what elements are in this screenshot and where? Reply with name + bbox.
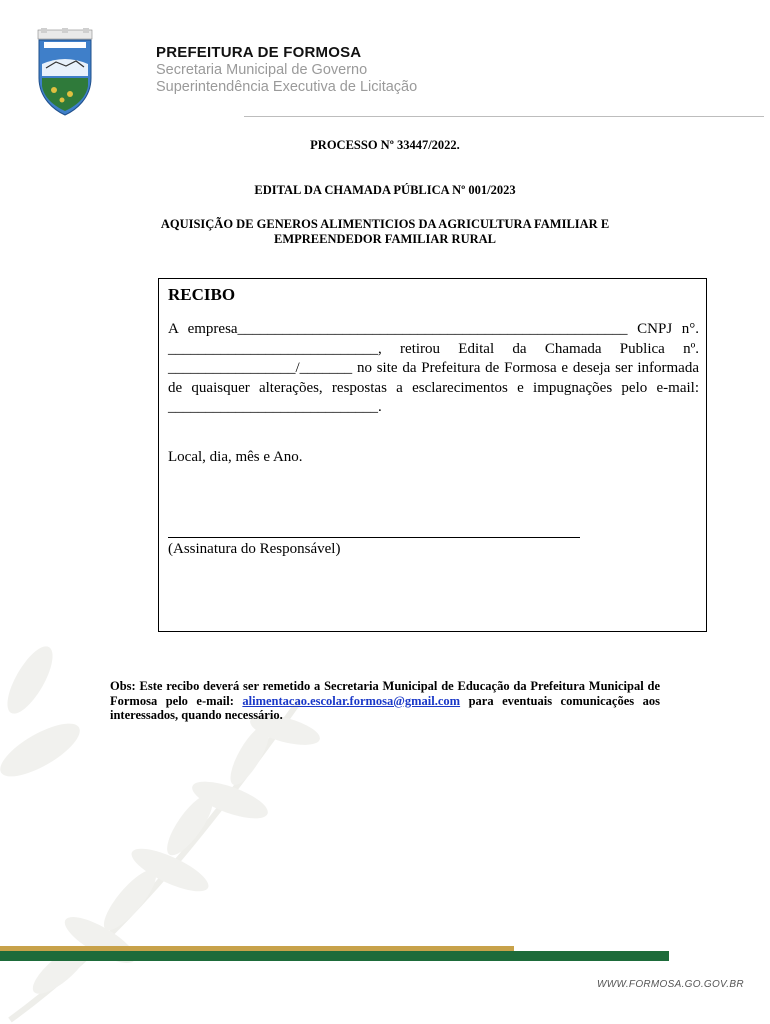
edital-title: EDITAL DA CHAMADA PÚBLICA Nº 001/2023: [254, 183, 516, 197]
observation-note: [110, 679, 660, 723]
footer-website: WWW.FORMOSA.GO.GOV.BR: [597, 979, 744, 990]
obs-text-before: Obs: Este recibo deverá ser remetido a Secretaria Municipal de Educação da Prefeitura Municipal de Formosa pelo e-mail:: [110, 679, 660, 708]
receipt-box: [158, 278, 707, 632]
department-line-1: Secretaria Municipal de Governo: [156, 62, 368, 78]
receipt-place-date: Local, dia, mês e Ano.: [168, 449, 303, 465]
receipt-title: RECIBO: [168, 285, 236, 304]
edital-object-line-2: EMPREENDEDOR FAMILIAR RURAL: [274, 232, 496, 246]
footer-green-bar: [0, 951, 669, 961]
header-organization: [156, 44, 417, 96]
org-name: PREFEITURA DE FORMOSA: [156, 44, 362, 61]
header-divider: [244, 116, 764, 117]
receipt-body: A empresa____________________________________________________ CNPJ n°. ____________________________, retirou Edital da Chamada Publica nº. _________________/_______ no site da Prefeitura de Formosa e deseja ser informada de quaisquer alterações, respostas a esclarecimentos e impugnações pelo e-mail: ____________________________.: [168, 321, 699, 416]
edital-object-line-1: AQUISIÇÃO DE GENEROS ALIMENTICIOS DA AGRICULTURA FAMILIAR E: [160, 217, 610, 231]
department-line-2: Superintendência Executiva de Licitação: [156, 79, 418, 95]
process-number: PROCESSO Nº 33447/2022.: [310, 138, 460, 152]
obs-email-link[interactable]: alimentacao.escolar.formosa@gmail.com: [242, 693, 461, 708]
municipal-crest-logo: [36, 28, 94, 116]
obs-text-after: para eventuais comunicações aos interessados, quando necessário.: [110, 693, 660, 722]
edital-object: [0, 217, 770, 247]
signature-line: [168, 537, 580, 538]
signature-label: (Assinatura do Responsável): [168, 541, 341, 557]
